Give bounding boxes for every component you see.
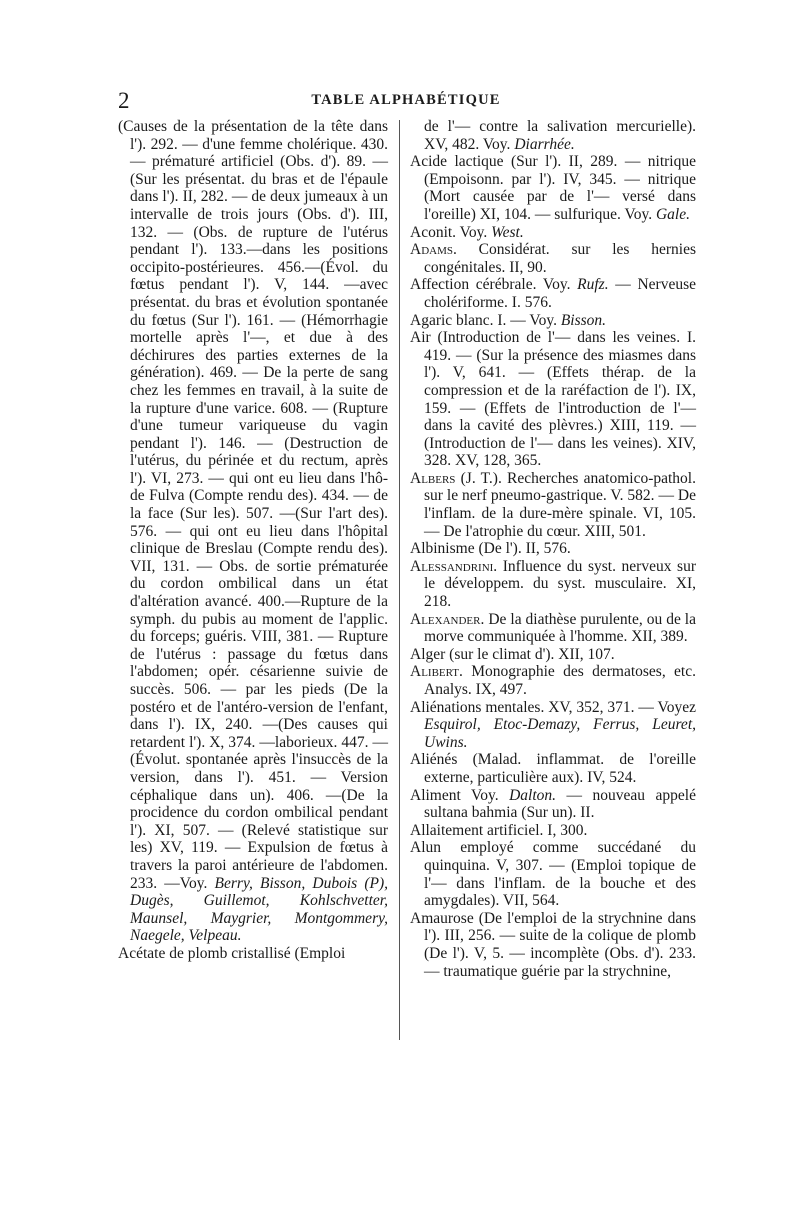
index-entry-continuation (410, 118, 696, 153)
entry-headword: Aconit. (410, 223, 457, 241)
entry-headword: Amaurose (410, 909, 474, 927)
index-entry (410, 540, 696, 558)
left-column (118, 118, 388, 963)
entry-text: (De l'emploi de la strychnine dans l'). III, 256. — suite de la colique de plomb (De l'). V, 5. — incomplète (Obs. d'). 233. — traumatique guérie par la strychnine, (424, 909, 696, 980)
entry-text: Considérat. sur les hernies congénitales. II, 90. (424, 241, 696, 276)
entry-text: (J. T.). Recherches anatomico-pathol. sur le nerf pneumo-gastrique. V. 582. — De l'inflam. de la dure-mère spinale. VI, 105. — De l'atrophie du cœur. XIII, 501. (424, 469, 696, 540)
entry-cross-reference: West. (491, 223, 524, 241)
entry-text: I, 300. (543, 821, 588, 839)
entry-text: Acétate de plomb cristallisé (Emploi (118, 944, 346, 962)
entry-text: (De l'). II, 576. (474, 540, 571, 558)
entry-text: — nouveau appelé sultana bahmia (Sur un). II. (424, 786, 696, 822)
index-entry (410, 329, 696, 470)
index-entry (410, 276, 696, 311)
index-entry (410, 558, 696, 611)
entry-cross-reference: Gale. (655, 205, 690, 223)
entry-text: (Malad. inflammat. de l'oreille externe, particulière aux). IV, 524. (424, 751, 696, 786)
index-entry (410, 153, 696, 223)
entry-cross-reference: Dalton. (509, 786, 557, 804)
index-entry (410, 822, 696, 840)
index-entry (410, 611, 696, 646)
entry-headword: Aliénations mentales. (410, 698, 545, 716)
page-number: 2 (118, 88, 130, 113)
right-column (410, 118, 696, 980)
index-entry (410, 699, 696, 752)
entry-headword: Agaric blanc. (410, 311, 494, 329)
entry-headword: Alger (410, 645, 446, 663)
index-entry (410, 787, 696, 822)
entry-cross-reference: Berry, Bisson, Dubois (P), Dugès, Guillemot, Kohlschvetter, Maunsel, Maygrier, Montgommery, Naegele, Velpeau. (130, 874, 388, 945)
entry-text: I. — Voy. (493, 311, 561, 329)
entry-headword: Allaitement artificiel. (410, 821, 544, 839)
entry-text: (sur le climat d'). XII, 107. (445, 645, 615, 663)
entry-headword: Acide lactique (410, 153, 504, 171)
entry-headword: Aliment (410, 786, 461, 804)
entry-headword: Air (410, 329, 431, 347)
entry-text: De la diathèse purulente, ou de la morve communiquée à l'homme. XII, 389. (424, 610, 696, 646)
entry-text: Voy. (536, 276, 578, 294)
index-entry (410, 910, 696, 980)
index-entry (118, 945, 388, 963)
index-entry (410, 241, 696, 276)
index-entry (410, 470, 696, 540)
entry-text: (Causes de la présentation de la tête dans l'). 292. — d'une femme cholérique. 430. — prématuré artificiel (Obs. d'). 89. — (Sur les présentat. du bras et de l'épaule dans l'). II, 282. — de deux jumeaux à un intervalle de trois jours (Obs. d'). III, 132. — (Obs. de rupture de l'utérus pendant l'). 133.—dans les positions occipito-postérieures. 456.—(Évol. du fœtus pendant l'). V, 144. —avec présentat. du bras et évolution spontanée du fœtus (Sur l'). 161. — (Hémorrhagie mortelle après l'—, et due à des déchirures des parties externes de la génération). 469. — De la perte de sang chez les femmes en travail, à la suite de la rupture d'une varice. 608. — (Rupture d'une tumeur variqueuse du vagin pendant l'). 146. — (Destruction de l'utérus, du périnée et du rectum, après l'). VI, 273. — qui ont eu lieu dans l'hô- de Fulva (Compte rendu des). 434. — de la face (Sur les). 507. —(Sur l'art des). 576. — qui ont eu lieu dans l'hôpital clinique de Breslau (Compte rendu des). VII, 131. — Obs. de sortie prématurée du cordon ombilical dans un état d'altération avancé. 400.—Rupture de la symph. du pubis au moment de l'applic. du forceps; guéris. VIII, 381. — Rupture de l'utérus : passage du fœtus dans l'abdomen; opér. césarienne suivie de succès. 506. — par les pieds (De la postéro et de l'antéro-version de l'enfant, dans l'). IX, 240. —(Des causes qui retardent l'). X, 374. —laborieux. 447. —(Évolut. spontanée après l'insuccès de la version, dans l'). 451. — Version céphalique dans un). 406. —(De la procidence du cordon ombilical pendant l'). XI, 507. — (Relevé statistique sur les) XV, 119. — Expulsion de fœtus à travers la paroi antérieure de l'abdomen. 233. —Voy. (118, 118, 388, 892)
entry-headword: Albinisme (410, 540, 475, 558)
index-entry (410, 839, 696, 909)
entry-text: XV, 352, 371. — Voyez (544, 698, 696, 716)
entry-text: — Nerveuse cholériforme. I. 576. (424, 276, 696, 311)
entry-cross-reference: Bisson. (560, 311, 607, 329)
index-entry-continuation (118, 118, 388, 945)
index-entry (410, 751, 696, 786)
entry-headword: Alessandrini. (410, 557, 498, 575)
entry-headword: Adams. (410, 241, 457, 259)
entry-headword: Aliénés (410, 751, 458, 769)
index-entries (410, 153, 696, 980)
column-divider (399, 120, 400, 1040)
index-entry (410, 663, 696, 698)
entry-headword: Alibert. (410, 663, 463, 681)
entry-cross-reference: Diarrhée. (514, 135, 575, 153)
index-entry (410, 224, 696, 242)
entry-headword: Alexander. (410, 610, 485, 628)
entry-text: Voy. (456, 223, 492, 241)
index-entry (410, 646, 696, 664)
entry-text: (Sur l'). II, 289. — nitrique (Empoisonn. par l'). IV, 345. — nitrique (Mort causée par de l'— versé dans l'oreille) XI, 104. — sulfurique. Voy. (424, 153, 696, 223)
entry-cross-reference: Rufz. (577, 276, 609, 294)
index-entry (410, 312, 696, 330)
entry-headword: Albers (410, 469, 456, 487)
entry-text: Monographie des dermatoses, etc. Analys. IX, 497. (424, 663, 696, 698)
entry-text: (Introduction de l'— dans les veines. I. 419. — (Sur la présence des miasmes dans l'). V, 641. — (Effets thérap. de la compression et de la raréfaction de l'). IX, 159. — (Effets de l'introduction de l'— dans la cavité des plèvres.) XIII, 119. — (Introduction de l'— dans les veines). XIV, 328. XV, 128, 365. (424, 329, 696, 470)
entry-cross-reference: Esquirol, Etoc-Demazy, Ferrus, Leuret, Uwins. (424, 716, 696, 751)
entry-text: Voy. (460, 786, 510, 804)
entry-headword: Affection cérébrale. (410, 276, 537, 294)
entry-text: Influence du syst. nerveux sur le développem. du syst. musculaire. XI, 218. (424, 557, 696, 611)
running-head: TABLE ALPHABÉTIQUE (311, 92, 501, 108)
entry-headword: Alun (410, 839, 441, 857)
entry-text: employé comme succédané du quinquina. V, 307. — (Emploi topique de l'— dans l'inflam. de la bouche et des amygdales). VII, 564. (424, 839, 696, 910)
entry-text: de l'— contre la salivation mercurielle). XV, 482. Voy. (424, 118, 696, 153)
page-header (118, 88, 694, 112)
